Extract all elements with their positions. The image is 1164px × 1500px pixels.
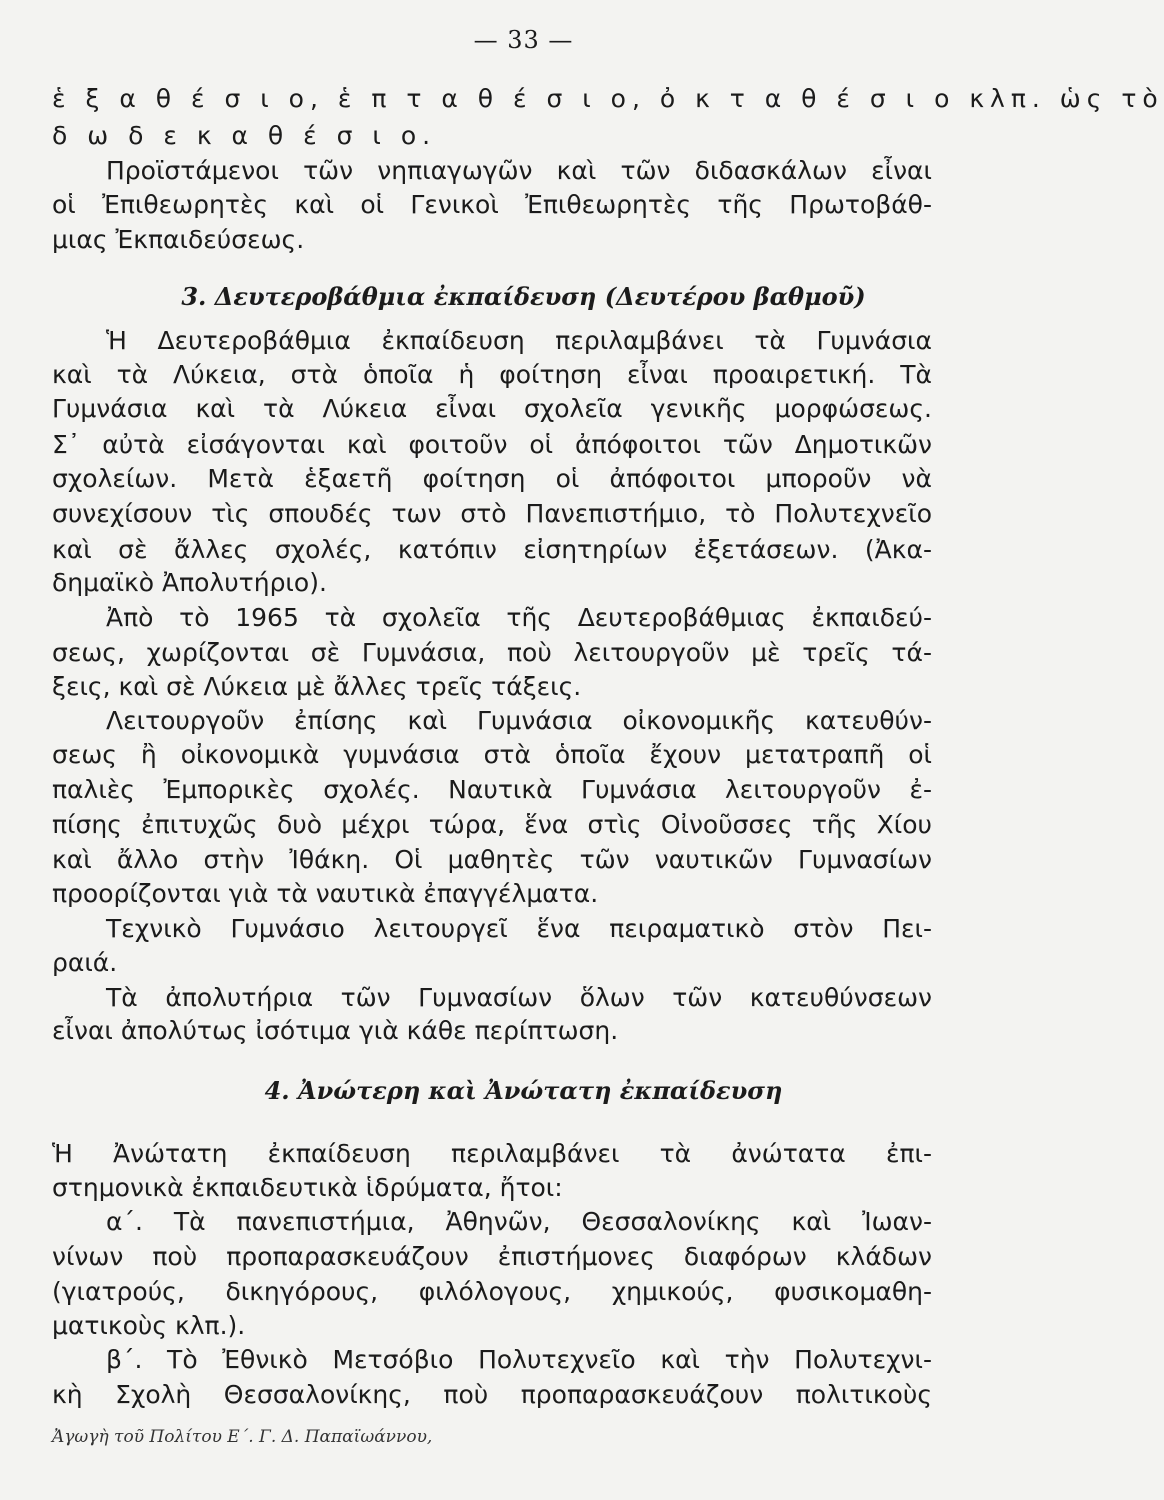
- text-line: οἱ Ἐπιθεωρητὲς καὶ οἱ Γενικοὶ Ἐπιθεωρητὲς τῆς Πρωτοβάθ-: [52, 190, 932, 219]
- text-line: δ ω δ ε κ α θ έ σ ι ο.: [52, 121, 437, 150]
- text-line: β΄. Τὸ Ἐθνικὸ Μετσόβιο Πολυτεχνεῖο καὶ τὴν Πολυτεχνι-: [106, 1345, 932, 1374]
- section-heading-3: 3. Δευτεροβάθμια ἐκπαίδευση (Δευτέρου βαθμοῦ): [181, 282, 866, 311]
- text-line: Ἡ Ἀνώτατη ἐκπαίδευση περιλαμβάνει τὰ ἀνώτατα ἐπι-: [52, 1139, 932, 1168]
- text-line: προορίζονται γιὰ τὰ ναυτικὰ ἐπαγγέλματα.: [52, 879, 599, 908]
- text-line: ραιά.: [52, 948, 118, 977]
- text-line: Ἡ Δευτεροβάθμια ἐκπαίδευση περιλαμβάνει τὰ Γυμνάσια: [106, 326, 932, 355]
- text-line: σεως, χωρίζονται σὲ Γυμνάσια, ποὺ λειτουργοῦν μὲ τρεῖς τά-: [52, 638, 932, 667]
- text-line: Τὰ ἀπολυτήρια τῶν Γυμνασίων ὅλων τῶν κατευθύνσεων: [106, 983, 932, 1012]
- text-line: κὴ Σχολὴ Θεσσαλονίκης, ποὺ προπαρασκευάζουν πολιτικοὺς: [52, 1380, 932, 1409]
- text-line: συνεχίσουν τὶς σπουδές των στὸ Πανεπιστήμιο, τὸ Πολυτεχνεῖο: [52, 499, 932, 528]
- text-line: Λειτουργοῦν ἐπίσης καὶ Γυμνάσια οἰκονομικῆς κατευθύν-: [106, 706, 932, 735]
- footer-signature: Ἀγωγὴ τοῦ Πολίτου Ε΄. Γ. Δ. Παπαϊωάννου,: [52, 1427, 433, 1447]
- text-line: Ἀπὸ τὸ 1965 τὰ σχολεῖα τῆς Δευτεροβάθμιας ἐκπαιδεύ-: [106, 603, 932, 632]
- text-line: μιας Ἐκπαιδεύσεως.: [52, 225, 305, 254]
- text-line: (γιατρούς, δικηγόρους, φιλόλογους, χημικούς, φυσικομαθη-: [52, 1277, 932, 1306]
- text-line: ἑ ξ α θ έ σ ι ο, ἑ π τ α θ έ σ ι ο, ὀ κ τ α θ έ σ ι ο κλπ. ὡς τὸ: [52, 84, 1164, 113]
- page-number: — 33 —: [473, 26, 574, 54]
- text-line: καὶ σὲ ἄλλες σχολές, κατόπιν εἰσητηρίων ἐξετάσεων. (Ἀκα-: [52, 535, 932, 564]
- text-line: δημαϊκὸ Ἀπολυτήριο).: [52, 568, 327, 597]
- text-line: Σ᾽ αὐτὰ εἰσάγονται καὶ φοιτοῦν οἱ ἀπόφοιτοι τῶν Δημοτικῶν: [52, 430, 932, 459]
- text-line: καὶ τὰ Λύκεια, στὰ ὁποῖα ἡ φοίτηση εἶναι προαιρετική. Τὰ: [52, 360, 932, 389]
- text-line: πίσης ἐπιτυχῶς δυὸ μέχρι τώρα, ἕνα στὶς Οἰνοῦσσες τῆς Χίου: [52, 810, 932, 839]
- text-line: σεως ἢ οἰκονομικὰ γυμνάσια στὰ ὁποῖα ἔχουν μετατραπῆ οἱ: [52, 740, 932, 769]
- text-line: νίνων ποὺ προπαρασκευάζουν ἐπιστήμονες διαφόρων κλάδων: [52, 1242, 932, 1271]
- text-line: α΄. Τὰ πανεπιστήμια, Ἀθηνῶν, Θεσσαλονίκης καὶ Ἰωαν-: [106, 1207, 932, 1236]
- text-line: ματικοὺς κλπ.).: [52, 1311, 246, 1340]
- text-line: εἶναι ἀπολύτως ἰσότιμα γιὰ κάθε περίπτωση.: [52, 1016, 619, 1045]
- text-line: παλιὲς Ἐμπορικὲς σχολές. Ναυτικὰ Γυμνάσια λειτουργοῦν ἐ-: [52, 775, 932, 804]
- text-line: καὶ ἄλλο στὴν Ἰθάκη. Οἱ μαθητὲς τῶν ναυτικῶν Γυμνασίων: [52, 845, 932, 874]
- text-line: ξεις, καὶ σὲ Λύκεια μὲ ἄλλες τρεῖς τάξεις.: [52, 672, 582, 701]
- text-line: Προϊστάμενοι τῶν νηπιαγωγῶν καὶ τῶν διδασκάλων εἶναι: [106, 156, 932, 185]
- text-line: Γυμνάσια καὶ τὰ Λύκεια εἶναι σχολεῖα γενικῆς μορφώσεως.: [52, 394, 932, 423]
- text-line: Τεχνικὸ Γυμνάσιο λειτουργεῖ ἕνα πειραματικὸ στὸν Πει-: [106, 914, 932, 943]
- text-line: στημονικὰ ἐκπαιδευτικὰ ἱδρύματα, ἤτοι:: [52, 1173, 563, 1202]
- text-line: σχολείων. Μετὰ ἑξαετῆ φοίτηση οἱ ἀπόφοιτοι μποροῦν νὰ: [52, 464, 932, 493]
- section-heading-4: 4. Ἀνώτερη καὶ Ἀνώτατη ἐκπαίδευση: [264, 1076, 783, 1105]
